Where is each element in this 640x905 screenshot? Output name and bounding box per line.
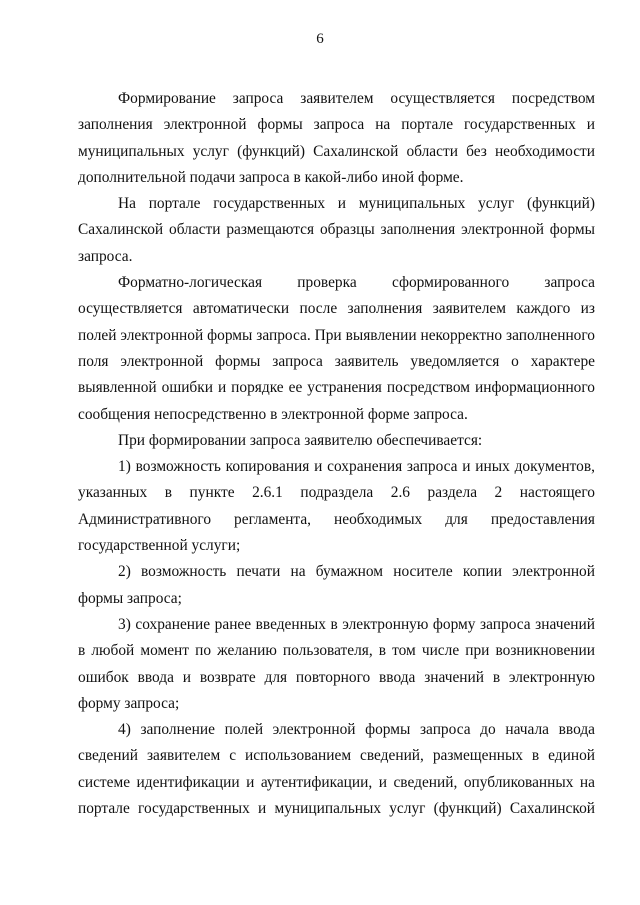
list-item-2-print: 2) возможность печати на бумажном носителе копии электронной формы запроса; <box>78 563 595 607</box>
list-item-3-save-values: 3) сохранение ранее введенных в электронную форму запроса значений в любой момент по желанию пользователя, в том числе при возникновении ошибок ввода и возврате для повторного ввода значений в электронную форму запроса; <box>78 615 595 712</box>
paragraph-format-check: Форматно-логическая проверка сформированного запроса осуществляется автоматически после заполнения заявителем каждого из полей электронной формы запроса. При выявлении некорректно заполненного поля электронной формы запроса заявитель уведомляется о характере выявленной ошибки и порядке ее устранения посредством информационного сообщения непосредственно в электронной форме запроса. <box>78 274 595 423</box>
list-item-1-copy-save: 1) возможность копирования и сохранения запроса и иных документов, указанных в пункте 2.6.1 подраздела 2.6 раздела 2 настоящего Административного регламента, необходимых для предоставления государственной услуги; <box>78 458 595 555</box>
paragraph-request-formation: Формирование запроса заявителем осуществляется посредством заполнения электронной формы запроса на портале государственных и муниципальных услуг (функций) Сахалинской области без необходимости дополнительной подачи запроса в какой-либо иной форме. <box>78 90 595 186</box>
page-number: 6 <box>316 31 324 47</box>
paragraph-provided-features-intro: При формировании запроса заявителю обеспечивается: <box>118 431 483 449</box>
paragraph-sample-forms: На портале государственных и муниципальных услуг (функций) Сахалинской области размещаются образцы заполнения электронной формы запроса. <box>78 195 595 265</box>
document-body <box>78 86 595 822</box>
list-item-4-prefill: 4) заполнение полей электронной формы запроса до начала ввода сведений заявителем с использованием сведений, размещенных в единой системе идентификации и аутентификации, и сведений, опубликованных на портале государственных и муниципальных услуг (функций) Сахалинской <box>78 721 595 818</box>
